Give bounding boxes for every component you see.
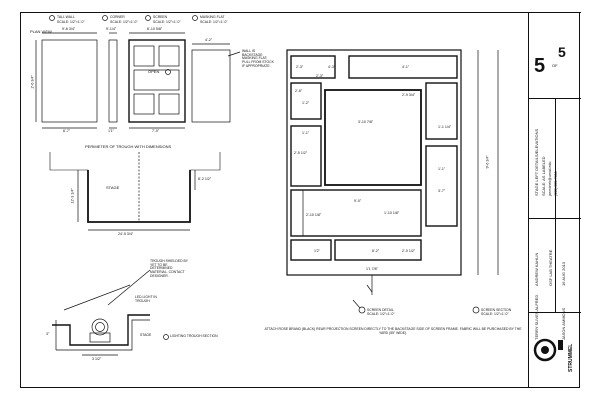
dim-d5: 2'-6 3/4" — [30, 75, 35, 89]
date: 16 AUG 2013 — [561, 261, 566, 286]
elev-dim: 2'-0 1/2" — [402, 249, 416, 253]
dim-d8: 7'-0" — [152, 129, 160, 133]
masking-flat-elevation — [192, 50, 230, 122]
section-note-1: TROUGH SHIELDED BY YET TO BE DETERMINED MATERIAL. CONTACT DESIGNER. — [150, 259, 188, 278]
elev-dim: 1'-2" — [302, 101, 310, 105]
trough-title: PERIMETER OF TROUGH WITH DIMENSIONS — [85, 144, 172, 149]
general-note: ATTACH ROSE BRAND (BLACK) REAR PROJECTION SCREEN DIRECTLY TO THE BACKSTAGE SIDE OF SCREEN FRAME. FABRIC WILL BE PURCHASED BY THE YARD (55" WIDE). — [264, 327, 522, 335]
elev-dim: 3'-10 7/8" — [358, 120, 374, 124]
section-dim-height: 3" — [46, 332, 50, 336]
elev-dim: 1'2" — [314, 249, 320, 253]
contact-email: janmiinek@umail.edu — [548, 161, 552, 196]
sheet-number: 5 — [534, 55, 546, 77]
section-dim-width: 3 1/2" — [92, 357, 102, 361]
scale-note-4: SCALE: 1/2"=1'-0" — [200, 20, 228, 24]
callout-screen-section: SCREEN SECTION — [481, 308, 512, 312]
dim-d1: 9'-6 3/4" — [62, 27, 76, 31]
tall-wall-elevation — [42, 40, 97, 122]
scale-note: SCALE: 1/2"=1'-0" — [57, 20, 85, 24]
elev-overall-height: 9'-6 3/4" — [485, 155, 490, 169]
trough-dim-left: 12'-3 1/4" — [70, 188, 75, 204]
elev-dim: 2'-5 1/2" — [294, 151, 308, 155]
scale-label: SCALE: AS LABELED — [541, 156, 546, 196]
section-stage-label: STAGE — [140, 333, 152, 337]
dim-d7: 1'1" — [108, 129, 114, 133]
elev-dim: 2'-10 1/8" — [306, 213, 322, 217]
elev-dim: 1'-10 1/8" — [384, 211, 400, 215]
elev-dim: 2'-3" — [316, 74, 324, 78]
elev-dim: 9'-0" — [354, 199, 362, 203]
screen-label: SCREEN — [153, 15, 168, 19]
trough-dim-right: 8'-2 1/2" — [198, 177, 212, 181]
elev-dim: 2'-9 3/4" — [402, 93, 416, 97]
scale-note-2: SCALE: 1/2"=1'-0" — [110, 20, 138, 24]
director: JASON AMMONS — [561, 307, 566, 340]
corner-elevation — [109, 40, 117, 122]
dim-d2: 9'-1/4" — [106, 27, 117, 31]
dim-d3: 6'-10 5/8" — [147, 27, 163, 31]
callout-screen-detail: SCREEN DETAIL — [367, 308, 394, 312]
open-label: OPEN — [148, 69, 160, 74]
screen-elevation — [129, 40, 185, 122]
venue: OSF LAB THEATRE — [548, 249, 553, 286]
trough-dim-bottom: 24'-5 3/4" — [118, 232, 134, 236]
section-label: LIGHTING TROUGH SECTION — [170, 334, 218, 338]
masking-flat-label: MASKING FLAT — [200, 15, 225, 19]
scale-note-3: SCALE: 1/2"=1'-0" — [153, 20, 181, 24]
elev-dim: 6'-2" — [372, 249, 380, 253]
screen-frame — [287, 50, 461, 275]
callout-screen-detail-scale: SCALE: 1/2"=1'-0" — [367, 312, 395, 316]
trough-stage-label: STAGE — [106, 185, 120, 190]
elev-dim: 4'-3" — [328, 65, 336, 69]
dim-d6: 6'-7" — [63, 129, 71, 133]
callout-screen-section-scale: SCALE: 1/2"=1'-0" — [481, 312, 509, 316]
sheet-total: 5 — [558, 44, 566, 60]
dim-d4: 4'-2" — [205, 38, 213, 42]
elev-dim: 3'-7" — [438, 189, 446, 193]
corner-label: CORNER — [110, 15, 125, 19]
tall-wall-label: TALL WALL — [57, 15, 75, 19]
elev-dim: 4'-1" — [402, 65, 410, 69]
sheet-of: OF — [552, 63, 558, 68]
team: TERRY SLIVES ALFRED — [534, 294, 539, 340]
section-note-2: LED LIGHT IN TROUGH — [135, 295, 157, 303]
contact-phone: (555) 555-7650 — [554, 171, 558, 196]
plan-view-label: PLAN VIEW — [30, 29, 52, 34]
sheet-title: STAGE LEFT DETAILS/ELEVATIONS — [534, 128, 539, 196]
elev-dim: 1'-1 1/4" — [438, 125, 452, 129]
designer: ANDREW KAHLIN — [534, 252, 539, 286]
elev-dim: 2'-6" — [295, 89, 303, 93]
wall-note: WALL IS BACKSTAGE MASKING FLAT; PULL FROM STOCK IF APPROPRIATE. — [242, 49, 274, 68]
elev-dim: 1'-1" — [302, 131, 310, 135]
elev-dim: 1'-1" — [438, 167, 446, 171]
logo-text: STRUMMEL — [568, 343, 574, 372]
elev-dim: 2'-3" — [296, 65, 304, 69]
elev-dim: 1'1 7/8" — [366, 267, 378, 271]
